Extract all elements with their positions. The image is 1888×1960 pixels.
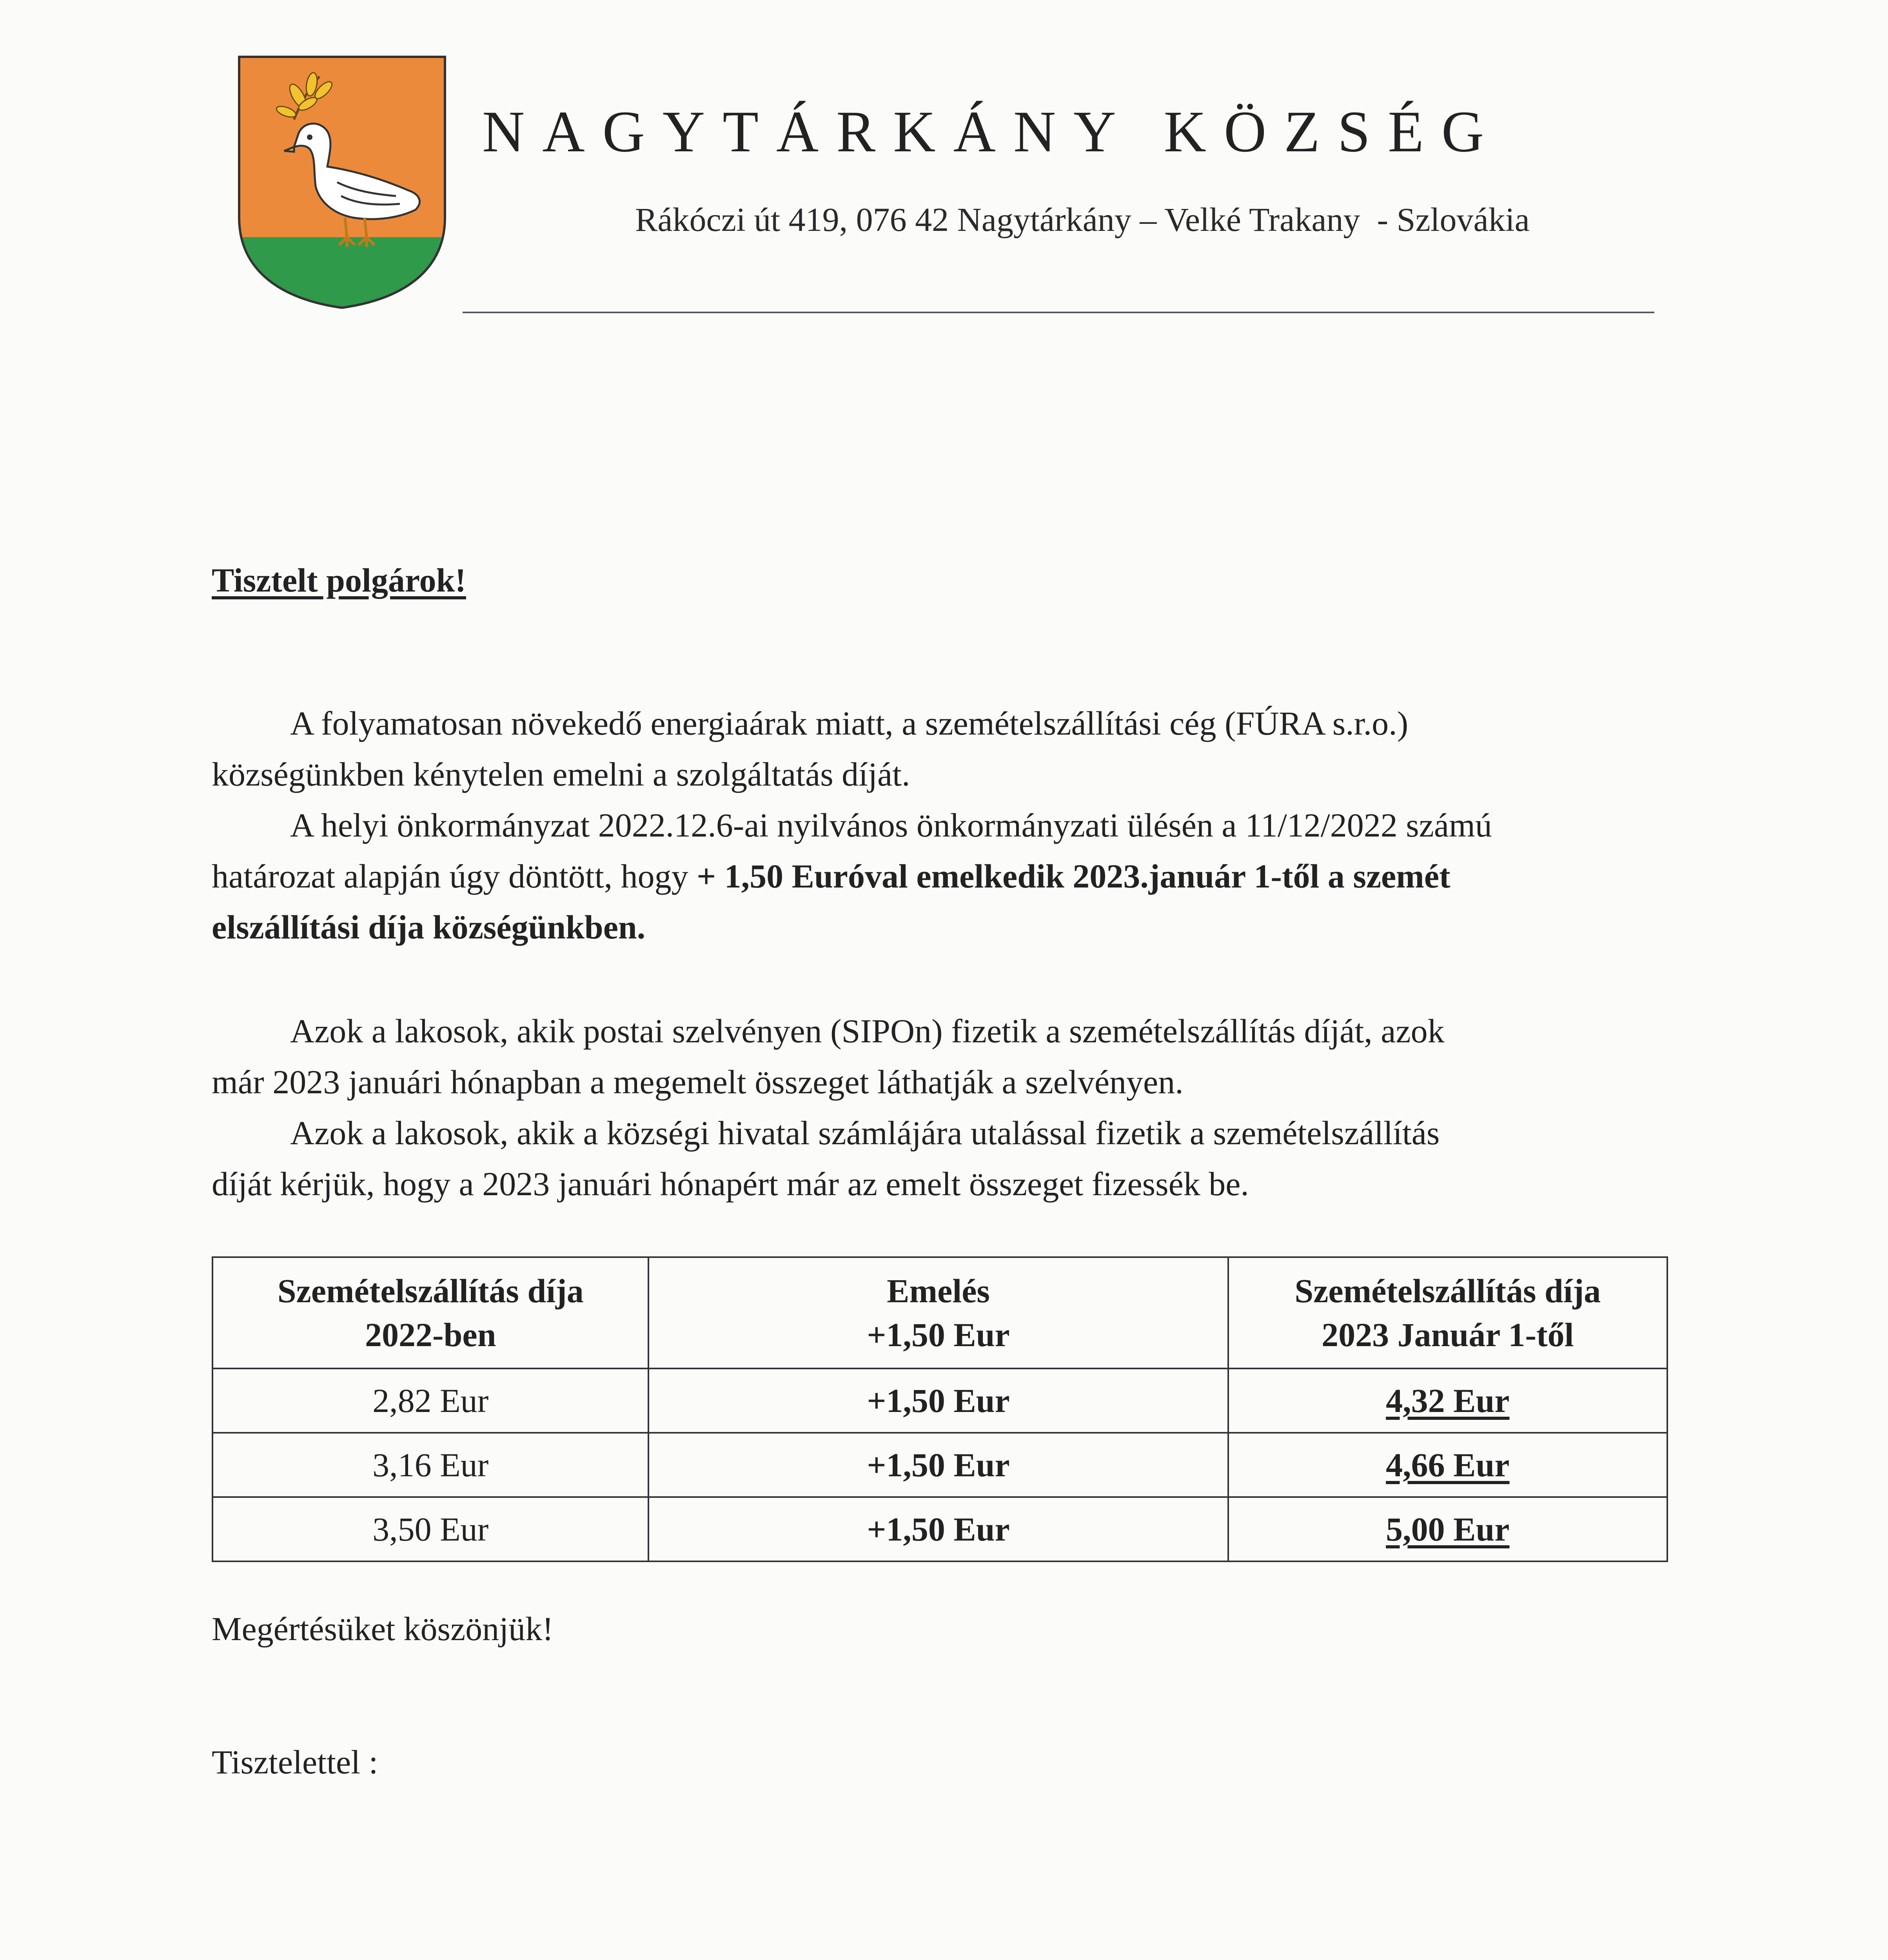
table-row [212,1433,1667,1497]
paragraph-2-plain: határozat alapján úgy döntött, hogy [212,857,697,895]
increase-cell: +1,50 Eur [648,1368,1228,1433]
table-header-row [212,1257,1667,1368]
paragraph-4-line-1: Azok a lakosok, akik a községi hivatal számlájára utalással fizetik a szemételszállítás [290,1114,1440,1152]
fee-table [212,1256,1668,1562]
paragraph-4-line-2: díját kérjük, hogy a 2023 januári hónapért már az emelt összeget fizessék be. [212,1165,1249,1203]
paragraph-2-line-3: elszállítási díja községünkben. [212,908,646,946]
table-header-cell: Szemételszállítás díja 2023 Január 1-től [1228,1257,1667,1368]
regards-line: Tisztelettel : [212,1743,378,1781]
paragraph-2-line-2 [212,851,1450,902]
increase-cell: +1,50 Eur [648,1497,1228,1561]
paragraph-3-line-1: Azok a lakosok, akik postai szelvényen (SIPOn) fizetik a szemételszállítás díját, azok [290,1012,1445,1050]
table-row [212,1368,1667,1433]
table-header-cell: Emelés +1,50 Eur [648,1257,1228,1368]
paragraph-2-line-1: A helyi önkormányzat 2022.12.6-ai nyilvános önkormányzati ülésén a 11/12/2022 számú [290,806,1492,844]
paragraph-1-line-1: A folyamatosan növekedő energiaárak miatt, a szemételszállítási cég (FÚRA s.r.o.) [290,704,1409,742]
closing-line: Megértésüket köszönjük! [212,1610,554,1648]
municipality-address: Rákóczi út 419, 076 42 Nagytárkány – Velké Trakany - Szlovákia [635,201,1530,238]
old-fee-cell: 3,50 Eur [212,1497,648,1561]
new-fee-cell: 4,66 Eur [1228,1433,1667,1497]
paragraph-1-line-2: községünkben kénytelen emelni a szolgáltatás díját. [212,755,910,793]
new-fee-cell: 4,32 Eur [1228,1368,1667,1433]
salutation: Tisztelt polgárok! [212,561,466,599]
coat-of-arms-icon [235,53,449,312]
header-divider [463,312,1654,313]
table-row [212,1497,1667,1561]
table-header-cell: Szemételszállítás díja 2022-ben [212,1257,648,1368]
old-fee-cell: 3,16 Eur [212,1433,648,1497]
paragraph-2-emphasis: + 1,50 Euróval emelkedik 2023.január 1-től a szemét [697,857,1450,895]
new-fee-cell: 5,00 Eur [1228,1497,1667,1561]
old-fee-cell: 2,82 Eur [212,1368,648,1433]
municipality-name: NAGYTÁRKÁNY KÖZSÉG [482,99,1502,164]
paragraph-3-line-2: már 2023 januári hónapban a megemelt összeget láthatják a szelvényen. [212,1063,1184,1101]
increase-cell: +1,50 Eur [648,1433,1228,1497]
